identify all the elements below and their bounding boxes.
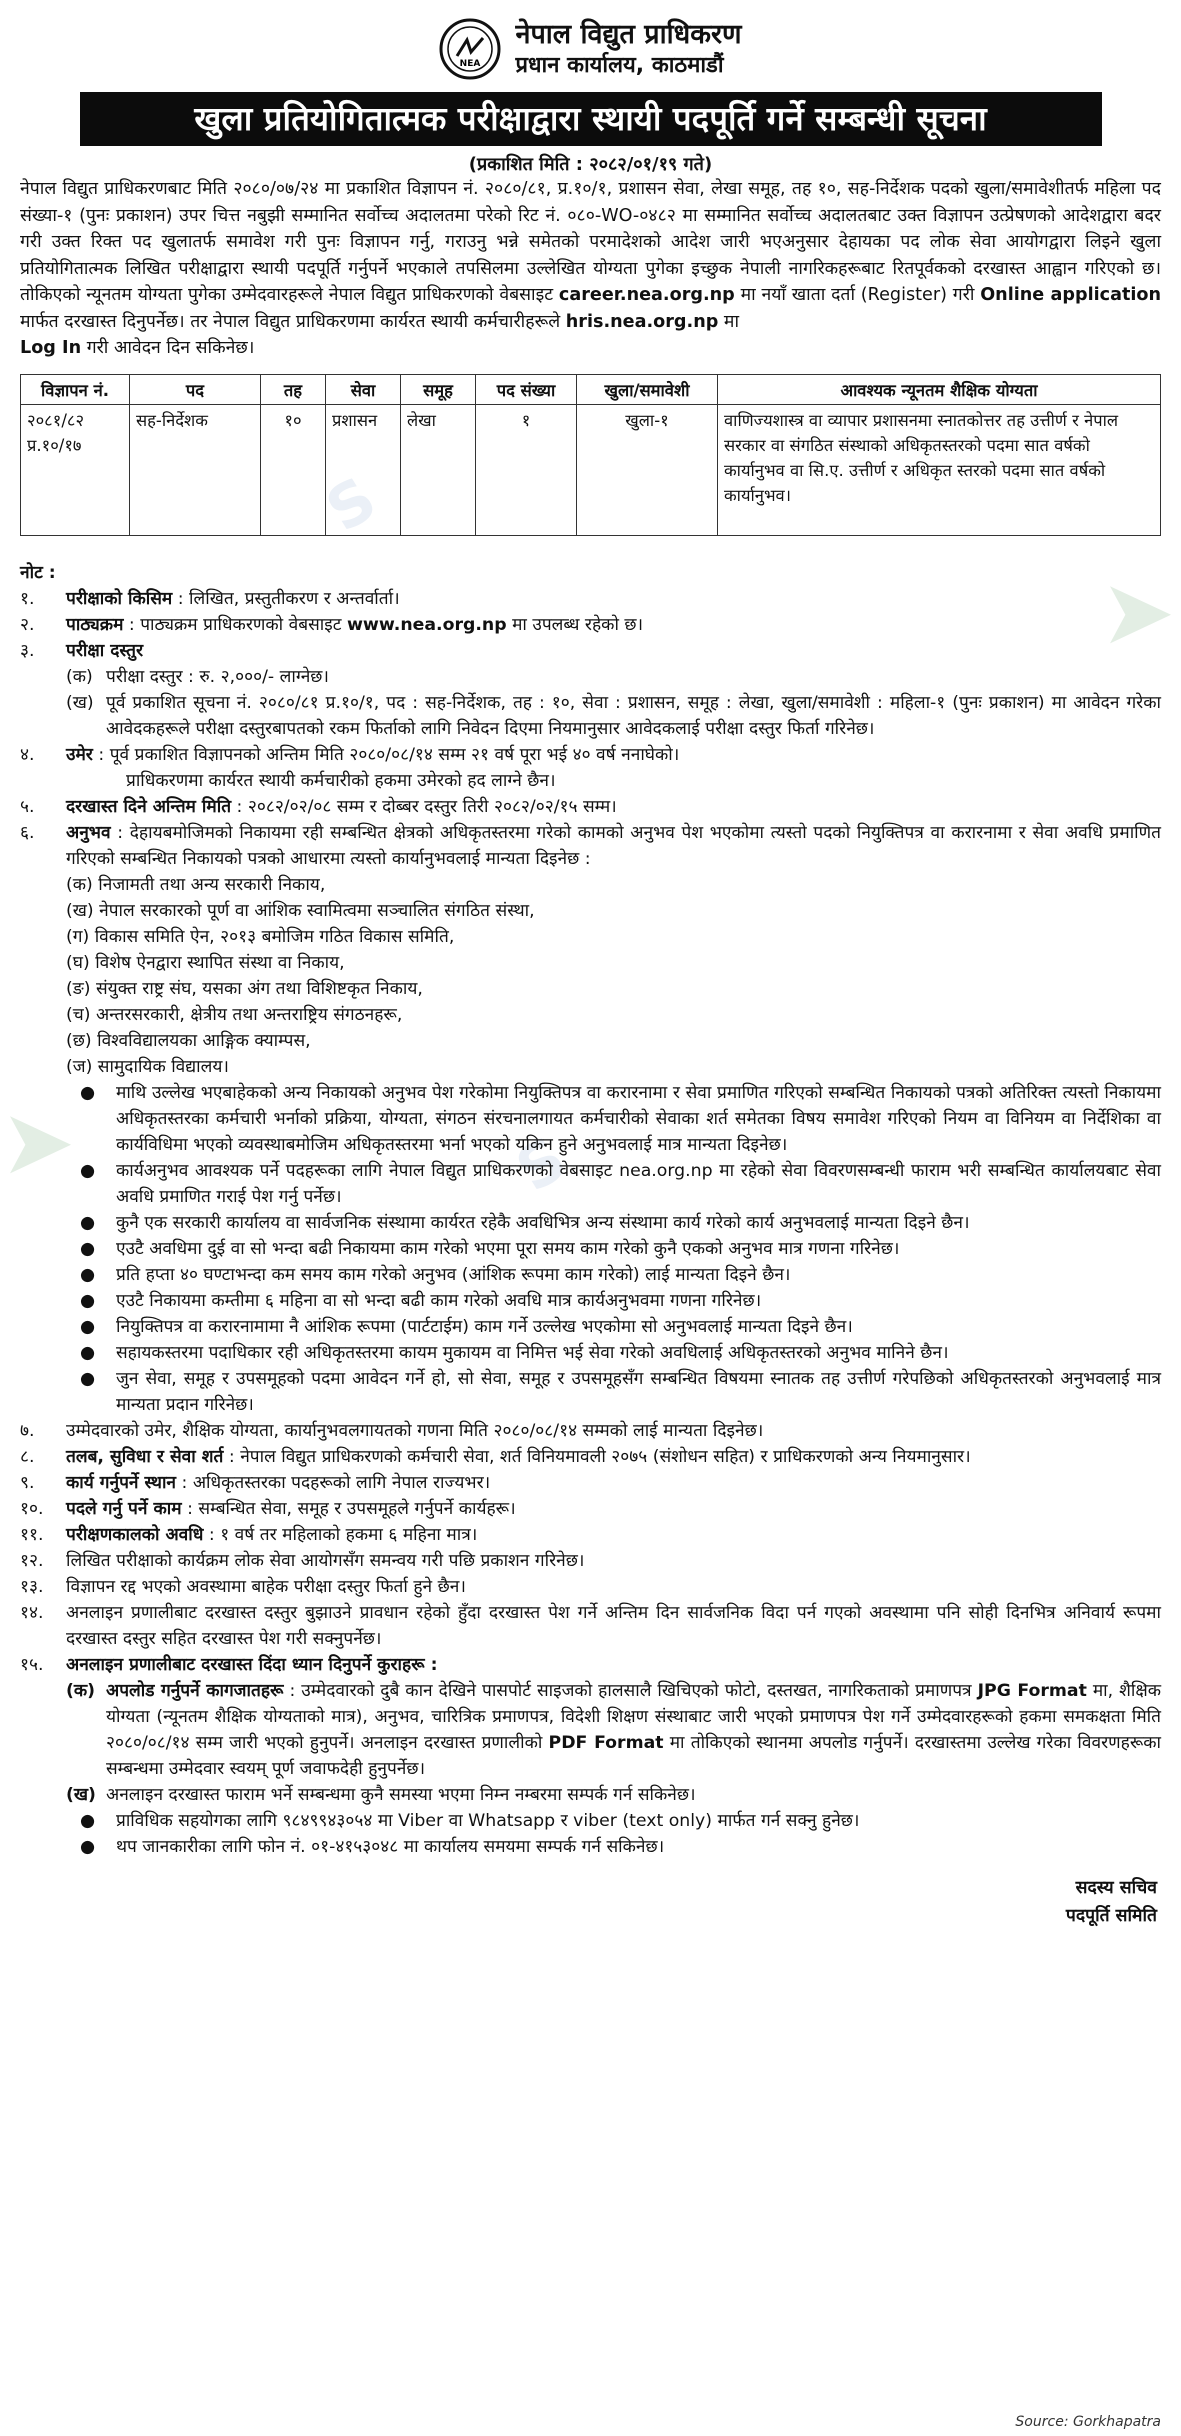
cell-service: प्रशासन	[326, 404, 401, 535]
cell-qualification: वाणिज्यशास्त्र वा व्यापार प्रशासनमा स्नातकोत्तर तह उत्तीर्ण र नेपाल सरकार वा संगठित संस्थाको अधिकृतस्तरको पदमा सात वर्षको कार्यानुभव वा सि.ए. उत्तीर्ण र अधिकृत स्तरको पदमा सात वर्षको कार्यानुभव।	[718, 404, 1161, 535]
notes-section	[20, 560, 1161, 1860]
note-3: ३. परीक्षा दस्तुर	[20, 640, 144, 661]
bullet-icon: ●	[80, 1368, 96, 1389]
source-credit: Source: Gorkhapatra	[1015, 2414, 1161, 2430]
cell-group: लेखा	[401, 404, 476, 535]
signature-block	[20, 1874, 1161, 1930]
bullet-icon: ●	[80, 1212, 96, 1233]
org-name: नेपाल विद्युत प्राधिकरण	[515, 19, 742, 50]
intro-paragraph: नेपाल विद्युत प्राधिकरणबाट मिति २०८०/०७/२४ मा प्रकाशित विज्ञापन नं. २०८०/८१, प्र.१०/१, प्रशासन सेवा, लेखा समूह, तह १०, सह-निर्देशक पदको खुला/समावेशीतर्फ महिला पद संख्या-१ (पुनः प्रकाशन) उपर चित्त नबुझी सम्मानित सर्वोच्च अदालतमा परेको रिट नं. ०८०-WO-०४८२ मा सम्मानित सर्वोच्च अदालतबाट उक्त विज्ञापन उत्प्रेषणको आदेशद्वारा बदर गरी उक्त रिक्त पद खुलातर्फ समावेश गरी पुनः विज्ञापन गर्नु, गराउनु भन्ने समेतको परमादेशको आदेश जारी भएअनुसार देहायका पद लोक सेवा आयोगद्वारा लिइने खुला प्रतियोगितात्मक लिखित परीक्षाद्वारा स्थायी पदपूर्ति गर्नुपर्ने भएकाले तपसिलमा उल्लेखित योग्यता पुगेका इच्छुक नेपाली नागरिकहरूबाट रितपूर्वकको दरखास्त आह्वान गरिएको छ। तोकिएको न्यूनतम योग्यता पुगेका उम्मेदवारहरूले नेपाल विद्युत प्राधिकरणको वेबसाइट career.nea.org.np मा नयाँ खाता दर्ता (Register) गरी Online application मार्फत दरखास्त दिनुपर्नेछ। तर नेपाल विद्युत प्राधिकरणमा कार्यरत स्थायी कर्मचारीहरूले hris.nea.org.np मा Log In गरी आवेदन दिन सकिनेछ।	[20, 179, 1162, 358]
list-item: (घ) विशेष ऐनद्वारा स्थापित संस्था वा निकाय,	[66, 952, 345, 973]
svg-text:NEA: NEA	[460, 59, 481, 69]
published-date: (प्रकाशित मिति : २०८२/०१/१९ गते)	[468, 154, 713, 175]
bullet-icon: ●	[80, 1264, 96, 1285]
list-item: (ख) नेपाल सरकारको पूर्ण वा आंशिक स्वामित्वमा सञ्चालित संगठित संस्था,	[66, 900, 535, 921]
note-12: १२. लिखित परीक्षाको कार्यक्रम लोक सेवा आयोगसँग समन्वय गरी पछि प्रकाशन गरिनेछ।	[20, 1550, 585, 1571]
note-11: ११. परीक्षणकालको अवधि : १ वर्ष तर महिलाको हकमा ६ महिना मात्र।	[20, 1524, 478, 1545]
notice-title: खुला प्रतियोगितात्मक परीक्षाद्वारा स्थायी पदपूर्ति गर्ने सम्बन्धी सूचना	[80, 92, 1102, 146]
col-header: पद संख्या	[476, 374, 577, 404]
note-15: १५. अनलाइन प्रणालीबाट दरखास्त दिंदा ध्यान दिनुपर्ने कुराहरू :	[20, 1654, 438, 1675]
bullet-icon: ●	[80, 1342, 96, 1363]
vacancy-table	[20, 374, 1161, 536]
bullet-item: ● प्रति हप्ता ४० घण्टाभन्दा कम समय काम गरेको अनुभव (आंशिक रूपमा काम गरेको) लाई मान्यता दिइने छैन।	[66, 1262, 1161, 1288]
bullet-item: ● कार्यअनुभव आवश्यक पर्ने पदहरूका लागि नेपाल विद्युत प्राधिकरणको वेबसाइट nea.org.np मा रहेको सेवा विवरणसम्बन्धी फाराम भरी सम्बन्धित कार्यालयबाट सेवा अवधि प्रमाणित गराई पेश गर्नु पर्नेछ।	[66, 1158, 1161, 1210]
note-14: १४. अनलाइन प्रणालीबाट दरखास्त दस्तुर बुझाउने प्रावधान रहेको हुँदा दरखास्त पेश गर्ने अन्तिम दिन सार्वजनिक विदा पर्न गएको अवस्थामा पनि सोही दिनभित्र अनिवार्य रूपमा दरखास्त दस्तुर सहित दरखास्त पेश गरी सक्नुपर्नेछ।	[20, 1602, 1161, 1649]
career-site-link[interactable]: career.nea.org.np	[558, 285, 735, 305]
login-text: Log In	[20, 338, 82, 358]
col-header: विज्ञापन नं.	[21, 374, 130, 404]
note-3a: (क) परीक्षा दस्तुर : रु. २,०००/- लाग्नेछ।	[66, 666, 329, 687]
header	[20, 14, 1161, 84]
bullet-item: ● नियुक्तिपत्र वा करारनामामा नै आंशिक रूपमा (पार्टटाईम) काम गर्ने उल्लेख भएकोमा सो अनुभवलाई मान्यता दिइने छैन।	[66, 1314, 1161, 1340]
cell-post: सह-निर्देशक	[130, 404, 261, 535]
notice	[20, 14, 1161, 1930]
note-8: ८. तलब, सुविधा र सेवा शर्त : नेपाल विद्युत प्राधिकरणको कर्मचारी सेवा, शर्त विनियमावली २०७५ (संशोधन सहित) र प्राधिकरणको अन्य नियमानुसार।	[20, 1446, 971, 1467]
list-item: (ज) सामुदायिक विद्यालय।	[66, 1056, 229, 1077]
bullet-icon: ●	[80, 1160, 96, 1181]
bullet-item: ● माथि उल्लेख भएबाहेकको अन्य निकायको अनुभव पेश गरेकोमा नियुक्तिपत्र वा करारनामा र सेवा प्रमाणित गरिएको सम्बन्धित निकायको पत्रको अतिरिक्त त्यस्तो निकायमा अधिकृतस्तरका कर्मचारी भर्नाको प्रक्रिया, योग्यता, संगठन संरचनालगायत कर्मचारीको सेवाका शर्त समेतका विषय समावेश गरिएको नियम वा विनियम वा निर्देशिका वा कार्यविधिमा भएको व्यवस्थाबमोजिम अधिकृतस्तरमा भर्ना भएको यकिन हुने अनुभवलाई मात्र मान्यता दिइनेछ।	[66, 1080, 1161, 1158]
note-2: २. पाठ्यक्रम : पाठ्यक्रम प्राधिकरणको वेबसाइट www.nea.org.np मा उपलब्ध रहेको छ।	[20, 614, 644, 635]
bullet-icon: ●	[80, 1810, 96, 1831]
bullet-item: ● थप जानकारीका लागि फोन नं. ०१-४१५३०४८ मा कार्यालय समयमा सम्पर्क गर्न सकिनेछ।	[66, 1834, 1161, 1860]
note-13: १३. विज्ञापन रद्द भएको अवस्थामा बाहेक परीक्षा दस्तुर फिर्ता हुने छैन।	[20, 1576, 466, 1597]
note-3b: (ख) पूर्व प्रकाशित सूचना नं. २०८०/८१ प्र.१०/१, पद : सह-निर्देशक, तह : १०, सेवा : प्रशासन, समूह : लेखा, खुला/समावेशी : महिला-१ (पुनः प्रकाशन) मा आवेदन गरेका आवेदकहरूले परीक्षा दस्तुरबापतको रकम फिर्ताको लागि निवेदन दिएमा नियमानुसार आवेदकलाई परीक्षा दस्तुर फिर्ता गरिनेछ।	[66, 692, 1161, 739]
note-4: ४. उमेर : पूर्व प्रकाशित विज्ञापनको अन्तिम मिति २०८०/०८/१४ सम्म २१ वर्ष पूरा भई ४० वर्ष ननाघेको।	[20, 744, 680, 765]
nea-site-link[interactable]: www.nea.org.np	[346, 614, 507, 635]
bullet-item: ● एउटै निकायमा कम्तीमा ६ महिना वा सो भन्दा बढी काम गरेको अवधि मात्र कार्यअनुभवमा गणना गरिनेछ।	[66, 1288, 1161, 1314]
bullet-item: ● प्राविधिक सहयोगका लागि ९८४९९४३०५४ मा Viber वा Whatsapp र viber (text only) मार्फत गर्न सक्नु हुनेछ।	[66, 1808, 1161, 1834]
table-row	[21, 404, 1161, 535]
signature-committee: पदपूर्ति समिति	[1065, 1905, 1157, 1926]
bullet-icon: ●	[80, 1290, 96, 1311]
col-header: खुला/समावेशी	[577, 374, 718, 404]
org-block	[515, 18, 741, 80]
list-item: (च) अन्तरसरकारी, क्षेत्रीय तथा अन्तराष्ट्रिय संगठनहरू,	[66, 1004, 403, 1025]
bullet-icon: ●	[80, 1238, 96, 1259]
col-header: पद	[130, 374, 261, 404]
note-1: १. परीक्षाको किसिम : लिखित, प्रस्तुतीकरण र अन्तर्वार्ता।	[20, 588, 400, 609]
online-application: Online application	[980, 285, 1162, 305]
list-item: (छ) विश्वविद्यालयका आङ्गिक क्याम्पस,	[66, 1030, 311, 1051]
list-item: (क) निजामती तथा अन्य सरकारी निकाय,	[66, 874, 326, 895]
bullet-icon: ●	[80, 1836, 96, 1857]
bullet-icon: ●	[80, 1316, 96, 1337]
note-6: ६. अनुभव : देहायबमोजिमको निकायमा रही सम्बन्धित क्षेत्रको अधिकृतस्तरमा गरेको कामको अनुभव पेश भएकोमा त्यस्तो पदको नियुक्तिपत्र वा करारनामा र सेवा अवधि प्रमाणित गरिएको सम्बन्धित निकायको पत्रको आधारमा त्यस्तो कार्यानुभवलाई मान्यता दिइनेछ :	[20, 822, 1161, 869]
list-item: (ङ) संयुक्त राष्ट्र संघ, यसका अंग तथा विशिष्टकृत निकाय,	[66, 978, 423, 999]
col-header: आवश्यक न्यूनतम शैक्षिक योग्यता	[718, 374, 1161, 404]
cell-ad-no: २०८१/८२ प्र.१०/१७	[21, 404, 130, 535]
col-header: तह	[261, 374, 326, 404]
list-item: (ग) विकास समिति ऐन, २०१३ बमोजिम गठित विकास समिति,	[66, 926, 455, 947]
note-4b: प्राधिकरणमा कार्यरत स्थायी कर्मचारीको हकमा उमेरको हद लाग्ने छैन।	[126, 770, 556, 791]
note-9: ९. कार्य गर्नुपर्ने स्थान : अधिकृतस्तरका पदहरूको लागि नेपाल राज्यभर।	[20, 1472, 491, 1493]
bullet-item: ● कुनै एक सरकारी कार्यालय वा सार्वजनिक संस्थामा कार्यरत रहेकै अवधिभित्र अन्य संस्थामा कार्य गरेको कार्य अनुभवलाई मान्यता दिइने छैन।	[66, 1210, 1161, 1236]
note-5: ५. दरखास्त दिने अन्तिम मिति : २०८२/०२/०८ सम्म र दोब्बर दस्तुर तिरी २०८२/०२/१५ सम्म।	[20, 796, 617, 817]
bullet-item: ● एउटै अवधिमा दुई वा सो भन्दा बढी निकायमा काम गरेको भएमा पूरा समय काम गरेको कुनै एकको अनुभव मात्र गणना गरिनेछ।	[66, 1236, 1161, 1262]
note-7: ७. उम्मेदवारको उमेर, शैक्षिक योग्यता, कार्यानुभवलगायतको गणना मिति २०८०/०८/१४ सम्मको लाई मान्यता दिइनेछ।	[20, 1420, 764, 1441]
signature-title: सदस्य सचिव	[1075, 1877, 1157, 1898]
hris-site-link[interactable]: hris.nea.org.np	[565, 311, 719, 332]
cell-category: खुला-१	[577, 404, 718, 535]
col-header: समूह	[401, 374, 476, 404]
office-name: प्रधान कार्यालय, काठमाडौं	[515, 53, 724, 78]
notes-heading: नोट :	[20, 562, 56, 583]
note-15b: (ख) अनलाइन दरखास्त फाराम भर्ने सम्बन्धमा कुनै समस्या भएमा निम्न नम्बरमा सम्पर्क गर्न सकिनेछ।	[66, 1784, 696, 1805]
bullet-icon: ●	[80, 1082, 96, 1103]
note-15a: (क) अपलोड गर्नुपर्ने कागजातहरू : उम्मेदवारको दुबै कान देखिने पासपोर्ट साइजको हालसालै खिचिएको फोटो, दस्तखत, नागरिकताको प्रमाणपत्र JPG Format मा, शैक्षिक योग्यता (न्यूनतम शैक्षिक योग्यताको मात्र), अनुभव, चारित्रिक प्रमाणपत्र, विदेशी शिक्षण संस्थाबाट जारी भएको प्रमाणपत्र पेश गर्ने उम्मेदवारहरूको हकमा समकक्षता मिति २०८०/०८/१४ सम्म जारी भएको हुनुपर्ने। अनलाइन दरखास्त प्रणालीको PDF Format मा तोकिएको स्थानमा अपलोड गर्नुपर्ने। दरखास्तमा उल्लेख गरेका विवरणहरूका सम्बन्धमा उम्मेदवार स्वयम् पूर्ण जवाफदेही हुनुपर्नेछ।	[66, 1680, 1162, 1779]
note-10: १०. पदले गर्नु पर्ने काम : सम्बन्धित सेवा, समूह र उपसमूहले गर्नुपर्ने कार्यहरू।	[20, 1498, 516, 1519]
bullet-item: ● सहायकस्तरमा पदाधिकार रही अधिकृतस्तरमा कायम मुकायम वा निमित्त भई सेवा गरेको अवधिलाई अधिकृतस्तरको अनुभव मानिने छैन।	[66, 1340, 1161, 1366]
col-header: सेवा	[326, 374, 401, 404]
cell-count: १	[476, 404, 577, 535]
nea-logo	[439, 18, 501, 80]
table-header-row	[21, 374, 1161, 404]
bullet-item: ● जुन सेवा, समूह र उपसमूहको पदमा आवेदन गर्ने हो, सो सेवा, समूह र उपसमूहसँग सम्बन्धित विषयमा स्नातक तह उत्तीर्ण गरेपछिको अधिकृतस्तरको अनुभवलाई मात्र मान्यता प्रदान गरिनेछ।	[66, 1366, 1161, 1418]
cell-level: १०	[261, 404, 326, 535]
